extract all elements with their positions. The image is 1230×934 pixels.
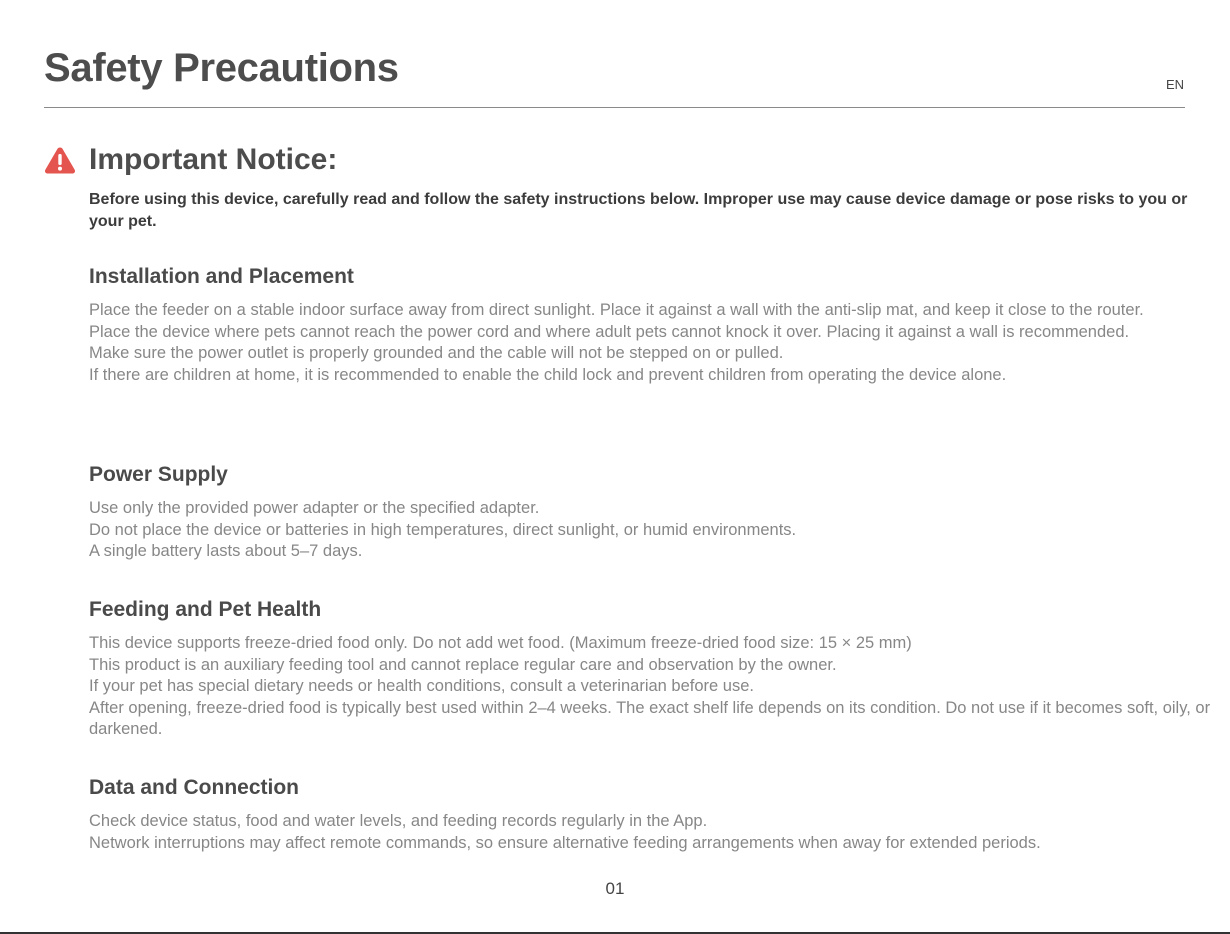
list-item: Place the device where pets cannot reach the power cord and where adult pets cannot knock it over. Placing it against a wall is recommended. <box>89 322 1130 341</box>
section-body <box>89 498 1224 563</box>
list-item: If your pet has special dietary needs or health conditions, consult a veterinarian before use. <box>89 677 754 695</box>
list-item: Do not place the device or batteries in high temperatures, direct sunlight, or humid environments. <box>89 520 797 539</box>
list-item: A single battery lasts about 5–7 days. <box>89 542 363 560</box>
page-title: Safety Precautions <box>44 46 399 90</box>
notice-text: Before using this device, carefully read and follow the safety instructions below. Improper use may cause device damage or pose risks to you or your pet. <box>89 191 1188 230</box>
list-item: Check device status, food and water levels, and feeding records regularly in the App. <box>89 812 708 830</box>
list-item: After opening, freeze-dried food is typically best used within 2–4 weeks. The exact shelf life depends on its condition. Do not use if it becomes soft, oily, or darkened. <box>89 698 1211 738</box>
list-item: If there are children at home, it is recommended to enable the child lock and prevent children from operating the device alone. <box>89 365 1007 384</box>
header-divider <box>44 107 1185 108</box>
list-item: This product is an auxiliary feeding tool and cannot replace regular care and observation by the owner. <box>89 655 837 674</box>
section-body <box>89 300 1224 386</box>
section-title: Data and Connection <box>89 776 300 799</box>
list-item: Place the feeder on a stable indoor surface away from direct sunlight. Place it against a wall with the anti-slip mat, and keep it close to the router. <box>89 301 1144 319</box>
list-item: Network interruptions may affect remote commands, so ensure alternative feeding arrangements when away for extended periods. <box>89 833 1041 852</box>
section-feeding-pet-health <box>89 596 1224 741</box>
list-item: Make sure the power outlet is properly grounded and the cable will not be stepped on or pulled. <box>89 344 784 362</box>
section-installation-placement <box>89 263 1224 386</box>
page-number: 01 <box>605 879 625 898</box>
list-item: Use only the provided power adapter or the specified adapter. <box>89 499 540 517</box>
section-title: Power Supply <box>89 463 228 486</box>
section-data-connection <box>89 774 1224 854</box>
notice-heading: Important Notice: <box>89 143 338 176</box>
warning-icon <box>44 146 76 174</box>
section-title: Feeding and Pet Health <box>89 598 322 621</box>
section-title: Installation and Placement <box>89 265 354 288</box>
section-body <box>89 811 1224 854</box>
section-power-supply <box>89 461 1224 563</box>
section-body <box>89 633 1224 741</box>
list-item: This device supports freeze-dried food only. Do not add wet food. (Maximum freeze-dried food size: 15 × 25 mm) <box>89 634 912 652</box>
language-label: EN <box>1165 77 1184 92</box>
